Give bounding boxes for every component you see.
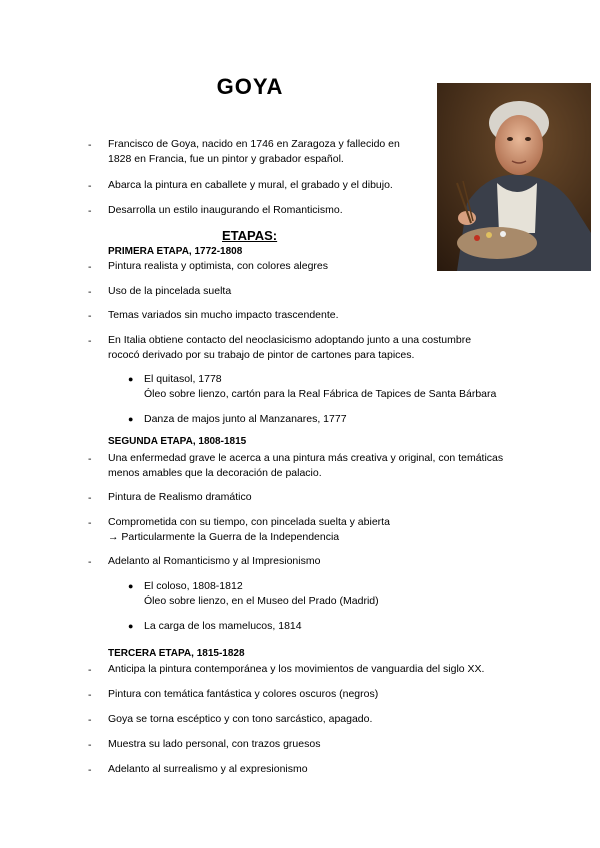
bullet-dot: ●	[128, 581, 134, 591]
dash-marker: -	[88, 205, 92, 217]
stage-3-item-1: Anticipa la pintura contemporánea y los movimientos de vanguardia del siglo XX.	[108, 663, 485, 675]
bullet-dot: ●	[128, 374, 134, 384]
stage-2-heading: SEGUNDA ETAPA, 1808-1815	[108, 436, 247, 447]
text-line: rococó derivado por su trabajo de pintor de cartones para tapices.	[108, 349, 415, 361]
dash-marker: -	[88, 453, 92, 465]
dash-marker: -	[88, 739, 92, 751]
stage-1-item-3: Temas variados sin mucho impacto trascendente.	[108, 309, 339, 321]
intro-item-1	[108, 137, 528, 167]
text-line: En Italia obtiene contacto del neoclasicismo adoptando junto a una costumbre	[108, 334, 472, 346]
stage-2-work-2: La carga de los mamelucos, 1814	[144, 620, 302, 632]
dash-marker: -	[88, 492, 92, 504]
text-line: Comprometida con su tiempo, con pincelada suelta y abierta	[108, 516, 390, 528]
intro-item-3: Desarrolla un estilo inaugurando el Romanticismo.	[108, 204, 343, 216]
stage-3-item-2: Pintura con temática fantástica y colores oscuros (negros)	[108, 688, 379, 700]
stage-2-item-4: Adelanto al Romanticismo y al Impresionismo	[108, 555, 321, 567]
dash-marker: -	[88, 261, 92, 273]
text-line: → Particularmente la Guerra de la Independencia	[108, 531, 340, 543]
dash-marker: -	[88, 286, 92, 298]
stage-3-item-4: Muestra su lado personal, con trazos gruesos	[108, 738, 321, 750]
text-line: El quitasol, 1778	[144, 373, 222, 385]
stage-1-item-2: Uso de la pincelada suelta	[108, 285, 232, 297]
text-line: 1828 en Francia, fue un pintor y grabador español.	[108, 153, 344, 165]
dash-marker: -	[88, 664, 92, 676]
page-title: GOYA	[216, 74, 284, 99]
stage-1-item-1: Pintura realista y optimista, con colores alegres	[108, 260, 329, 272]
bullet-dot: ●	[128, 414, 134, 424]
stage-3-item-5: Adelanto al surrealismo y al expresionismo	[108, 763, 308, 775]
stage-2-work-1	[144, 579, 564, 609]
dash-marker: -	[88, 139, 92, 151]
dash-marker: -	[88, 714, 92, 726]
stage-2-item-1	[108, 451, 548, 481]
text-line: menos amables que la decoración de palacio.	[108, 467, 322, 479]
dash-marker: -	[88, 180, 92, 192]
dash-marker: -	[88, 335, 92, 347]
stage-1-work-1	[144, 372, 564, 402]
text-line: Francisco de Goya, nacido en 1746 en Zaragoza y fallecido en	[108, 138, 400, 150]
text-line: El coloso, 1808-1812	[144, 580, 243, 592]
text-line: Una enfermedad grave le acerca a una pintura más creativa y original, con temáticas	[108, 452, 504, 464]
intro-item-2: Abarca la pintura en caballete y mural, el grabado y el dibujo.	[108, 179, 393, 191]
stage-2-item-3	[108, 515, 528, 545]
dash-marker: -	[88, 517, 92, 529]
text-line: Óleo sobre lienzo, cartón para la Real Fábrica de Tapices de Santa Bárbara	[144, 388, 497, 400]
stage-2-item-2: Pintura de Realismo dramático	[108, 491, 252, 503]
stage-1-heading: PRIMERA ETAPA, 1772-1808	[108, 246, 243, 257]
stage-3-item-3: Goya se torna escéptico y con tono sarcástico, apagado.	[108, 713, 373, 725]
dash-marker: -	[88, 556, 92, 568]
stage-1-work-2: Danza de majos junto al Manzanares, 1777	[144, 413, 347, 425]
dash-marker: -	[88, 689, 92, 701]
bullet-dot: ●	[128, 621, 134, 631]
stage-1-item-4	[108, 333, 528, 363]
dash-marker: -	[88, 310, 92, 322]
stage-3-heading: TERCERA ETAPA, 1815-1828	[108, 648, 245, 659]
etapas-heading: ETAPAS:	[222, 228, 278, 243]
goya-portrait-image	[437, 83, 591, 271]
text-line: Óleo sobre lienzo, en el Museo del Prado (Madrid)	[144, 595, 379, 607]
dash-marker: -	[88, 764, 92, 776]
